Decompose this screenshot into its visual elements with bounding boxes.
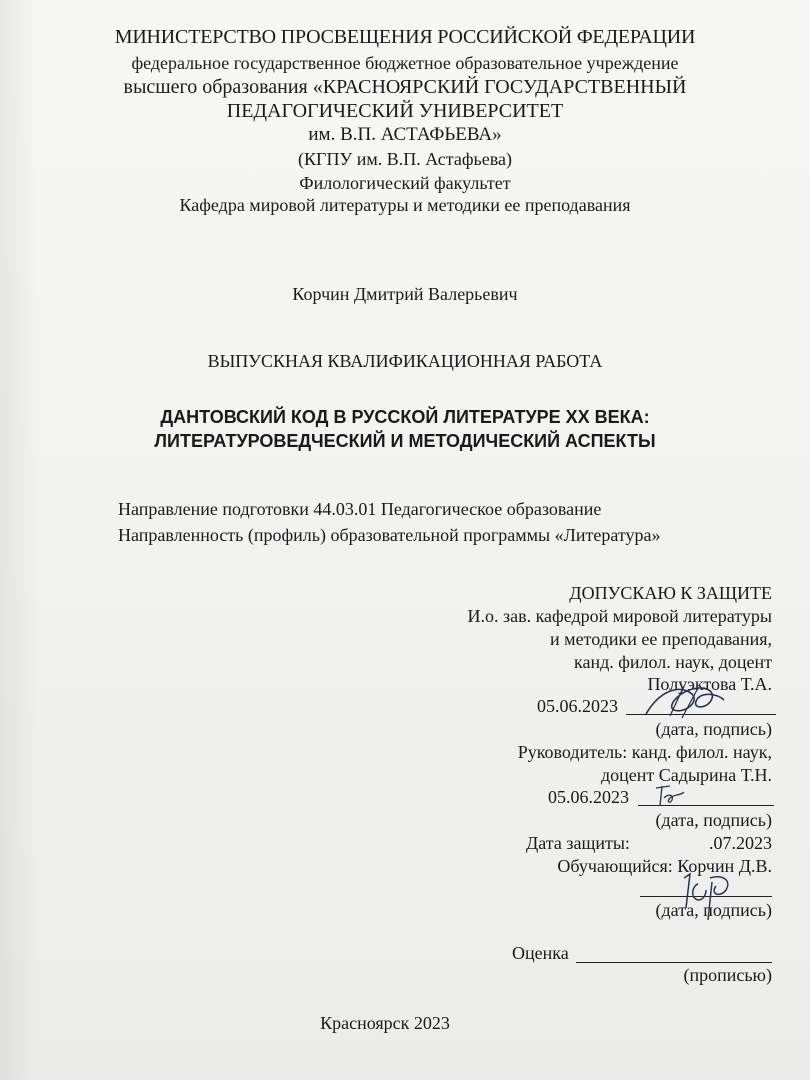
institution-name-2: ПЕДАГОГИЧЕСКИЙ УНИВЕРСИТЕТ xyxy=(226,100,564,122)
direction-line: Направление подготовки 44.03.01 Педагогическое образование xyxy=(118,499,602,519)
institution-name-3: им. В.П. АСТАФЬЕВА» xyxy=(308,124,502,145)
institution-name-1: высшего образования «КРАСНОЯРСКИЙ ГОСУДАРСТВЕННЫЙ xyxy=(123,76,687,98)
faculty: Филологический факультет xyxy=(299,173,511,193)
grade-caption: (прописью) xyxy=(683,965,772,985)
grade-label: Оценка xyxy=(512,943,569,963)
approval-heading: ДОПУСКАЮ К ЗАЩИТЕ xyxy=(569,583,772,603)
student-line: Обучающийся: Корчин Д.В. xyxy=(557,856,772,876)
institution-type: федеральное государственное бюджетное образовательное учреждение xyxy=(131,53,679,73)
profile-line: Направленность (профиль) образовательной программы «Литература» xyxy=(118,525,661,545)
author-name: Корчин Дмитрий Валерьевич xyxy=(292,284,518,304)
supervisor-name: доцент Садырина Т.Н. xyxy=(601,765,772,785)
student-caption: (дата, подпись) xyxy=(655,900,772,920)
supervisor-caption: (дата, подпись) xyxy=(655,810,772,830)
thesis-title-2: ЛИТЕРАТУРОВЕДЧЕСКИЙ И МЕТОДИЧЕСКИЙ АСПЕКТЫ xyxy=(154,431,656,451)
grade-line xyxy=(576,962,772,963)
institution-abbrev: (КГПУ им. В.П. Астафьева) xyxy=(298,149,512,169)
defense-label: Дата защиты: xyxy=(526,833,630,853)
approval-caption: (дата, подпись) xyxy=(655,719,772,739)
department: Кафедра мировой литературы и методики ее преподавания xyxy=(179,195,631,215)
defense-date: .07.2023 xyxy=(709,833,772,853)
approval-position-3: канд. филол. наук, доцент xyxy=(573,652,772,672)
ministry-name: МИНИСТЕРСТВО ПРОСВЕЩЕНИЯ РОССИЙСКОЙ ФЕДЕРАЦИИ xyxy=(114,26,696,48)
approval-date: 05.06.2023 xyxy=(537,696,618,716)
city-year: Красноярск 2023 xyxy=(320,1013,450,1033)
supervisor-position: Руководитель: канд. филол. наук, xyxy=(517,742,772,762)
thesis-title-1: ДАНТОВСКИЙ КОД В РУССКОЙ ЛИТЕРАТУРЕ XX ВЕКА: xyxy=(160,407,650,427)
work-type: ВЫПУСКНАЯ КВАЛИФИКАЦИОННАЯ РАБОТА xyxy=(207,351,603,371)
supervisor-date: 05.06.2023 xyxy=(548,787,629,807)
approval-person: Полуэктова Т.А. xyxy=(647,674,772,694)
approval-position-2: и методики ее преподавания, xyxy=(550,629,772,649)
approval-position-1: И.о. зав. кафедрой мировой литературы xyxy=(467,606,772,626)
